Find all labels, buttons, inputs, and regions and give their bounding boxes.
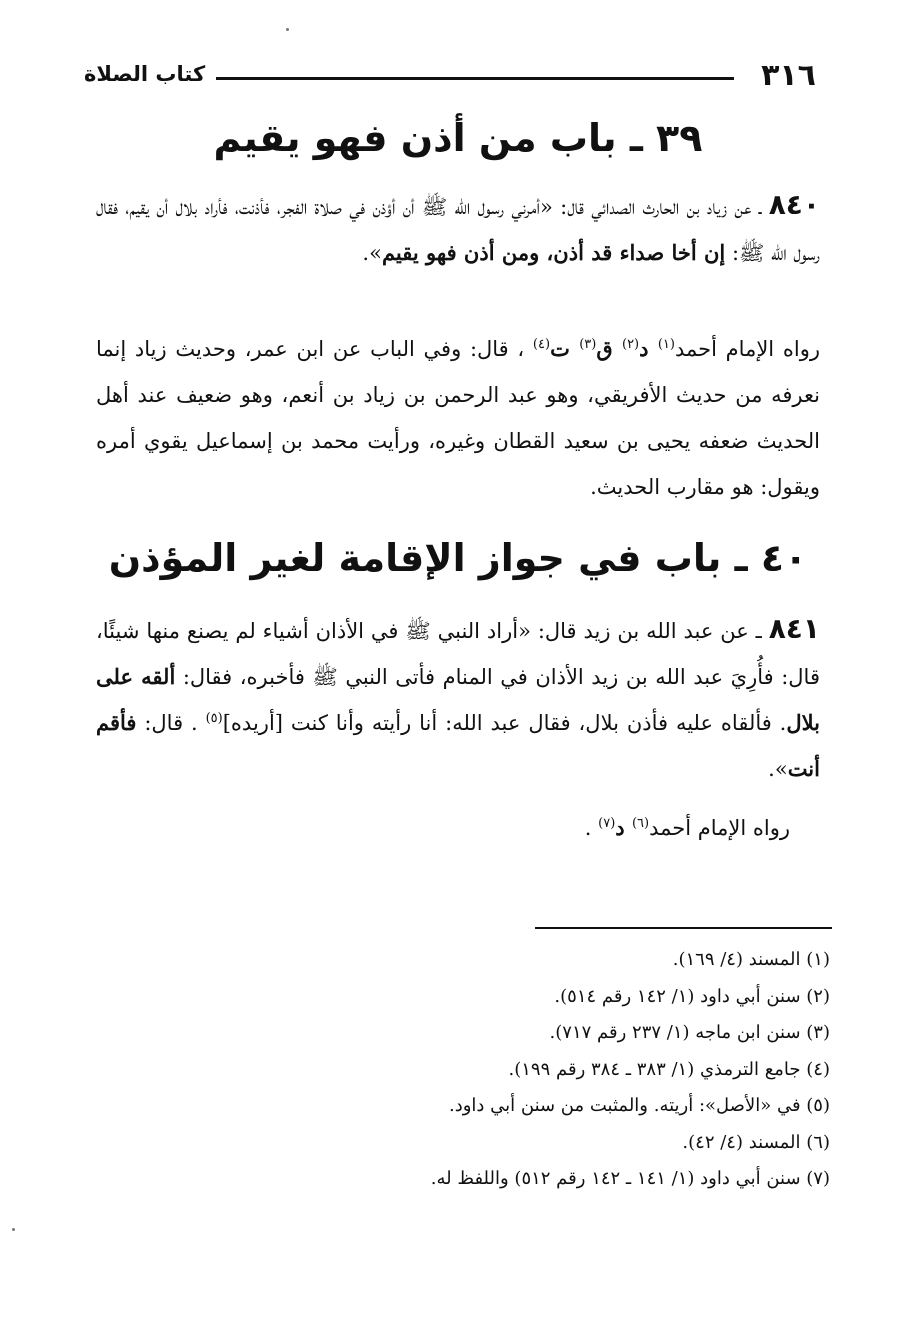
footnote-4: (٤) جامع الترمذي (١/ ٣٨٣ ـ ٣٨٤ رقم ١٩٩).: [508, 1058, 830, 1080]
page-number: ٣١٦: [761, 58, 816, 93]
footnote-3: (٣) سنن ابن ماجه (١/ ٢٣٧ رقم ٧١٧).: [549, 1022, 830, 1043]
hadith-text: ».: [362, 241, 382, 265]
header-rule: [216, 77, 734, 80]
footnote-ref[interactable]: (٢): [621, 337, 640, 352]
footnote-6: (٦) المسند (٤/ ٤٢).: [682, 1131, 830, 1153]
source-code: ت: [550, 336, 580, 361]
running-header: [84, 58, 816, 98]
narration-840: [96, 326, 820, 510]
footnote-separator: [535, 927, 832, 929]
chapter-heading-40: ٤٠ ـ باب في جواز الإقامة لغير المؤذن: [108, 536, 808, 580]
footnote-7: (٧) سنن أبي داود (١/ ١٤١ ـ ١٤٢ رقم ٥١٢) واللفظ له.: [430, 1168, 830, 1189]
margin-mark: [12, 1228, 15, 1231]
book-title: كتاب الصلاة: [84, 62, 206, 86]
narration-text: ، قال: وفي الباب عن ابن عمر، وحديث زياد إنما نعرفه من حديث الأفريقي، وهو عبد الرحمن بن زياد بن أنعم، وهو ضعيف عند أهل الحديث ضعفه يحيى بن سعيد القطان وغيره، ورأيت محمد بن إسماعيل يقوي أمره ويقول: هو مقارب الحديث.: [96, 337, 820, 499]
narration-text: رواه الإمام أحمد: [674, 337, 820, 361]
hadith-number: ٨٤٠: [768, 188, 820, 221]
hadith-number: ٨٤١: [768, 612, 820, 645]
narration-text: رواه الإمام أحمد: [649, 816, 790, 840]
footnote-ref[interactable]: (٦): [631, 816, 650, 831]
narration-text: .: [584, 816, 599, 840]
source-code: د: [639, 336, 658, 361]
footnote-ref[interactable]: (٣): [579, 337, 597, 352]
margin-mark: [286, 28, 289, 31]
hadith-text-bold: ألقه على بلال: [96, 664, 820, 735]
hadith-841: [96, 606, 820, 792]
footnote-ref[interactable]: (٧): [598, 816, 616, 831]
hadith-text: ».: [768, 757, 788, 781]
footnotes-list: [96, 942, 830, 1198]
hadith-text: . قال:: [136, 711, 206, 735]
hadith-text-bold: فأقم أنت: [96, 710, 820, 781]
source-code: د: [615, 815, 632, 840]
footnote-1: (١) المسند (٤/ ١٦٩).: [672, 949, 830, 970]
footnote-ref[interactable]: (١): [657, 337, 675, 352]
footnote-ref[interactable]: (٥): [205, 711, 223, 726]
footnote-2: (٢) سنن أبي داود (١/ ١٤٢ رقم ٥١٤).: [554, 985, 830, 1007]
hadith-text-bold: إن أخا صداء قد أذن، ومن أذن فهو يقيم: [381, 240, 726, 265]
source-code: ق: [596, 336, 622, 361]
hadith-text: ـ عن عبد الله بن زيد قال: «أراد النبي ﷺ في الأذان أشياء لم يصنع منها شيئًا، قال: فأُرِيَ عبد الله بن زيد الأذان في المنام فأتى النبي ﷺ فأخبره، فقال:: [96, 619, 820, 689]
narration-841: [96, 805, 790, 851]
hadith-text: . فألقاه عليه فأذن بلال، فقال عبد الله: أنا رأيته وأنا كنت [أريده]: [222, 711, 787, 735]
footnote-5: (٥) في «الأصل»: أريته. والمثبت من سنن أبي داود.: [448, 1095, 830, 1116]
footnote-ref[interactable]: (٤): [532, 337, 551, 352]
hadith-text: ـ عن زياد بن الحارث الصدائي قال: «أمرني رسول الله ﷺ أن أؤذن في صلاة الفجر، فأذنت، فأراد بلال أن يقيم، فقال رسول الله ﷺ:: [96, 195, 820, 265]
chapter-heading-39: ٣٩ ـ باب من أذن فهو يقيم: [213, 116, 703, 160]
hadith-840: [96, 182, 820, 276]
